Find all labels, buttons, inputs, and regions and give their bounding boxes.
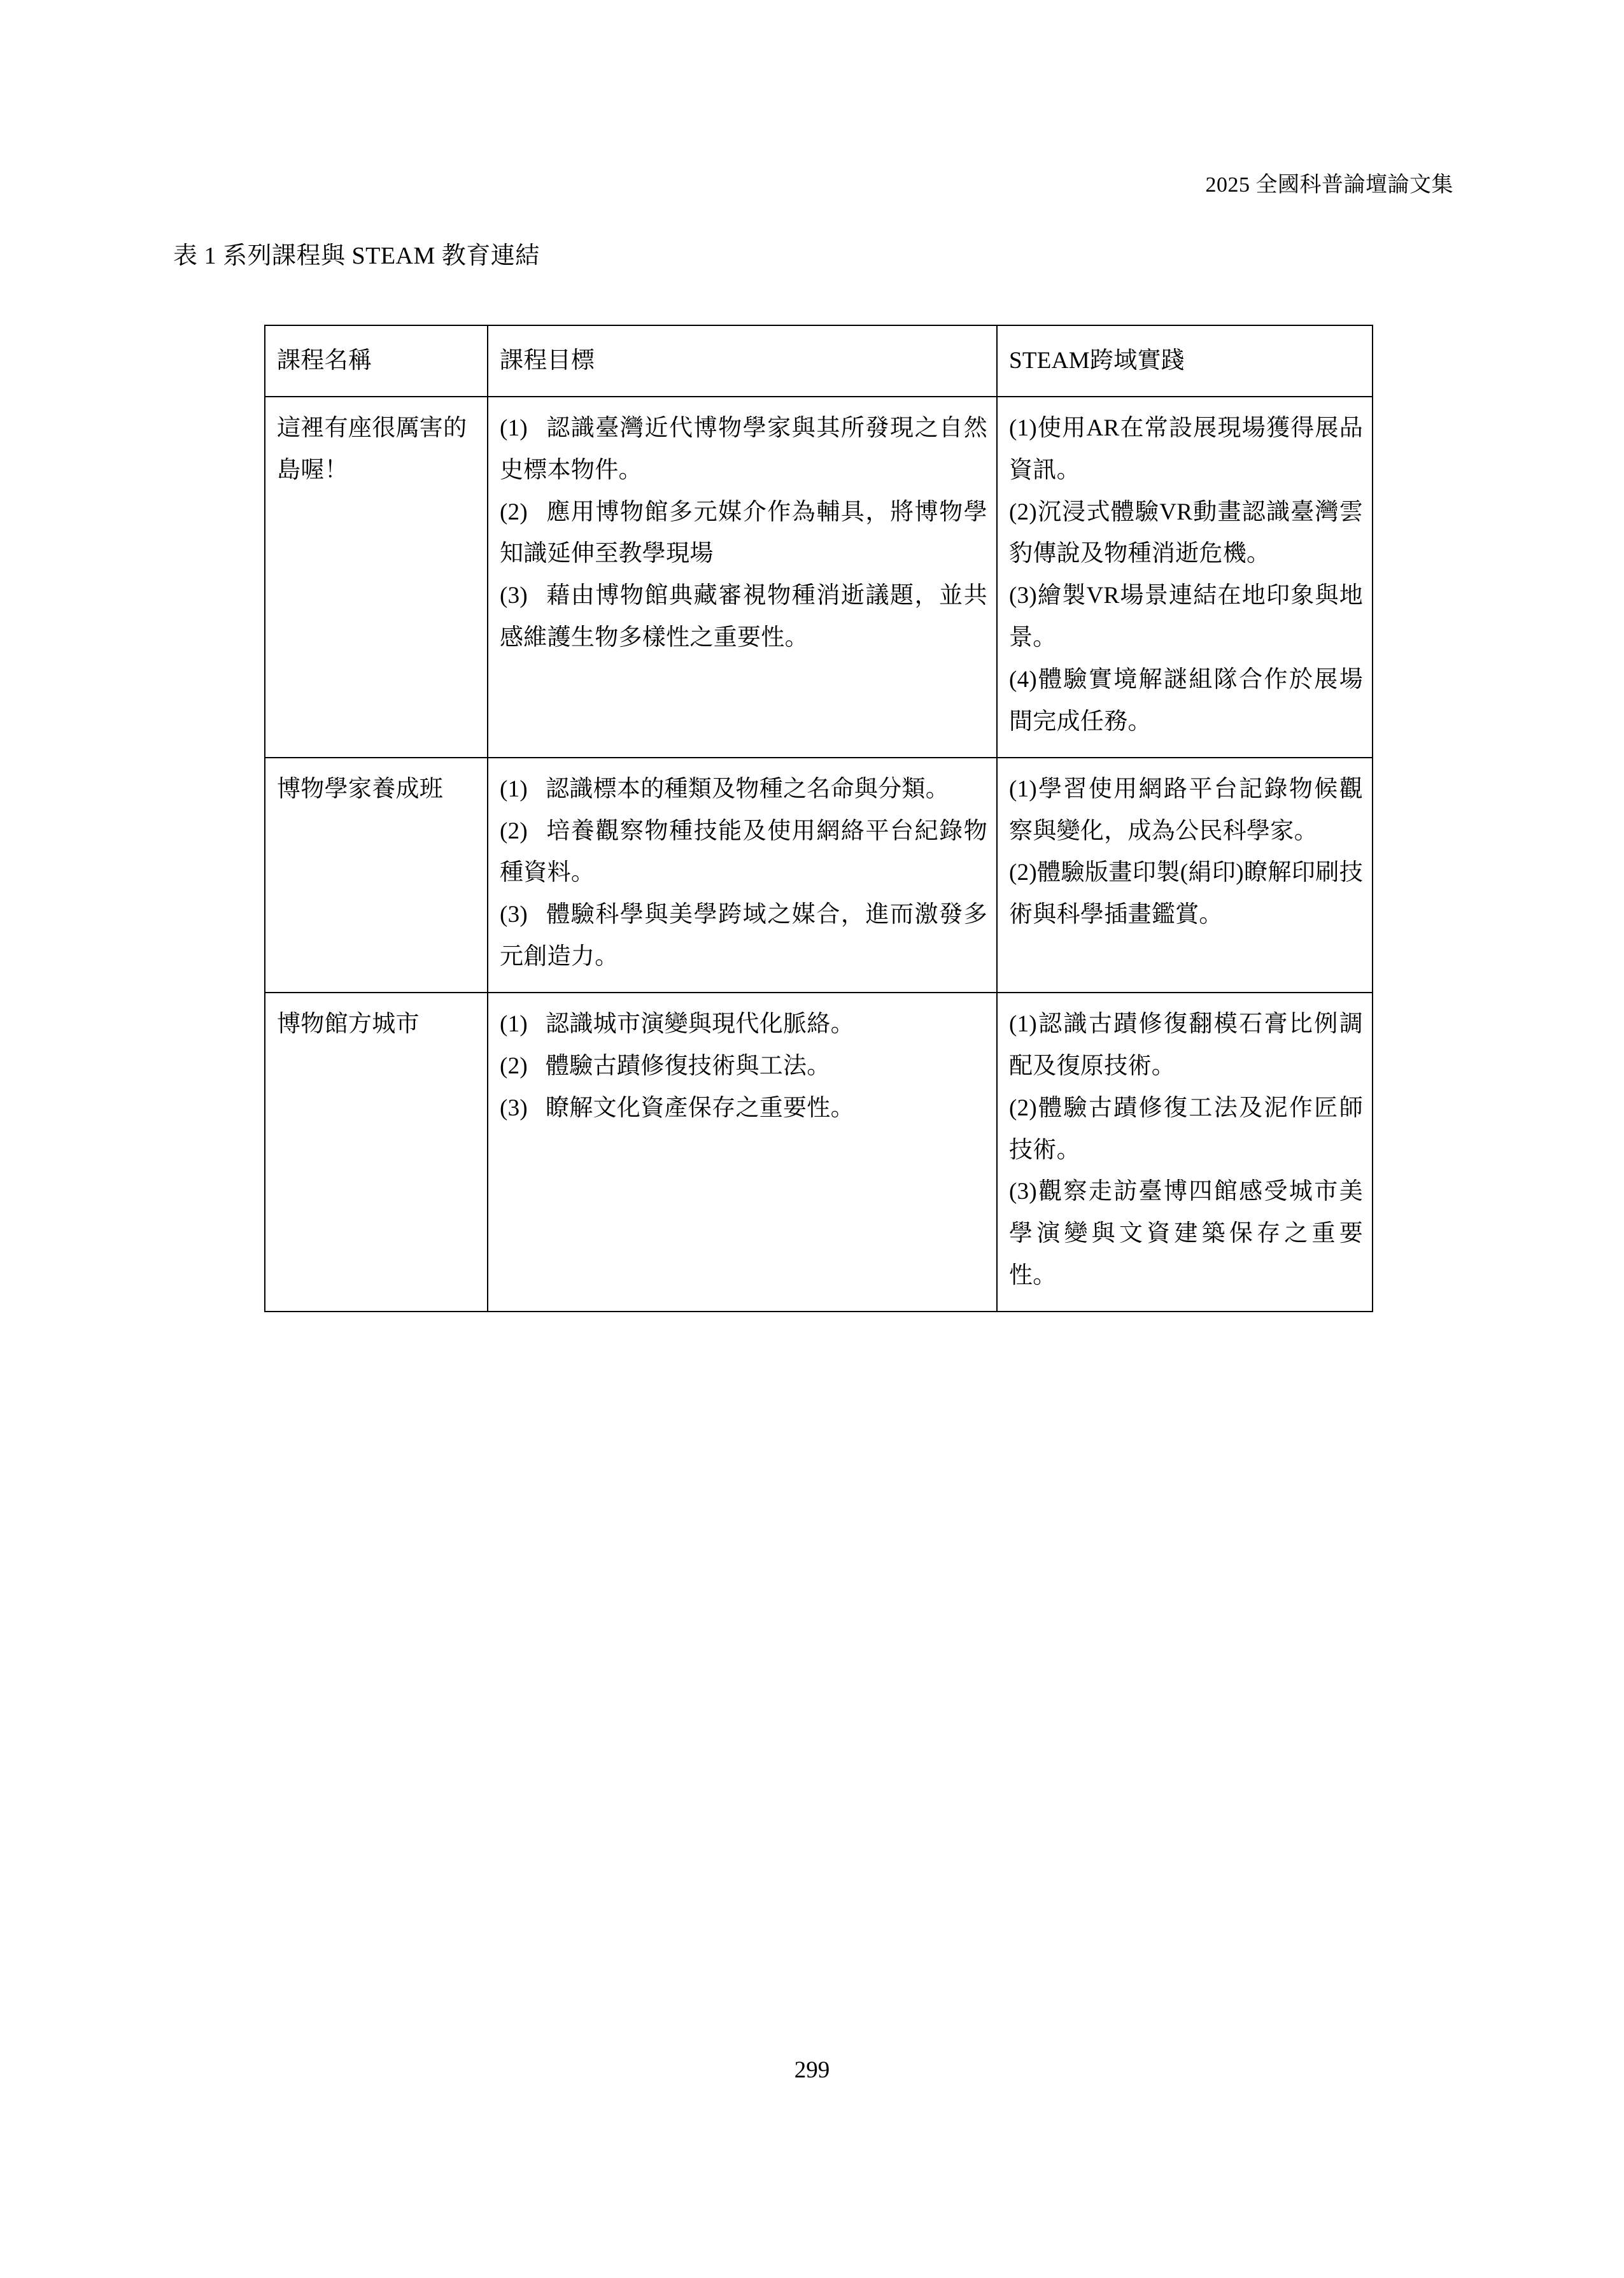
objective-text: 瞭解文化資產保存之重要性。 <box>546 1094 854 1121</box>
table-row <box>265 758 1373 993</box>
objective-number: (3) <box>500 1094 528 1121</box>
steam-item: (1)學習使用網路平台記錄物候觀察與變化，成為公民科學家。 <box>1009 775 1363 844</box>
objective-item <box>500 768 987 810</box>
objective-text: 應用博物館多元媒介作為輔具，將博物學知識延伸至教學現場 <box>500 499 987 567</box>
steam-item: (3)觀察走訪臺博四館感受城市美學演變與文資建築保存之重要性。 <box>1009 1178 1363 1289</box>
course-name-text: 這裡有座很厲害的島喔！ <box>277 414 467 483</box>
course-objectives-cell <box>488 993 997 1312</box>
table-header-cell-objectives: 課程目標 <box>488 325 997 397</box>
objective-number: (3) <box>500 902 528 928</box>
objective-number: (2) <box>500 499 528 525</box>
steam-item: (1)使用AR在常設展現場獲得展品資訊。 <box>1009 414 1363 483</box>
course-name-cell <box>265 993 488 1312</box>
table-row <box>265 397 1373 758</box>
objective-text: 體驗古蹟修復技術與工法。 <box>546 1052 831 1079</box>
table-caption: 表 1 系列課程與 STEAM 教育連結 <box>173 243 540 269</box>
course-name-cell <box>265 397 488 758</box>
course-name-text: 博物學家養成班 <box>277 775 444 802</box>
objective-item <box>500 1045 987 1087</box>
table-row <box>265 993 1373 1312</box>
objective-number: (2) <box>500 1052 528 1079</box>
objective-number: (1) <box>500 775 528 802</box>
steam-item: (2)體驗古蹟修復工法及泥作匠師技術。 <box>1009 1094 1363 1163</box>
steam-item: (4)體驗實境解謎組隊合作於展場間完成任務。 <box>1009 667 1363 735</box>
steam-item: (3)繪製VR場景連結在地印象與地景。 <box>1009 583 1363 651</box>
table-header-cell-steam: STEAM跨域實踐 <box>997 325 1373 397</box>
course-steam-cell <box>997 758 1373 993</box>
steam-item: (1)認識古蹟修復翻模石膏比例調配及復原技術。 <box>1009 1011 1363 1079</box>
objective-item <box>500 1087 987 1129</box>
objective-number: (1) <box>500 414 528 441</box>
objective-item <box>500 810 987 895</box>
course-objectives-cell <box>488 758 997 993</box>
objective-item <box>500 894 987 978</box>
objective-text: 認識城市演變與現代化脈絡。 <box>546 1011 854 1038</box>
course-steam-cell <box>997 993 1373 1312</box>
objective-text: 認識標本的種類及物種之名命與分類。 <box>546 775 950 802</box>
course-name-text: 博物館方城市 <box>277 1011 420 1038</box>
objective-item <box>500 1003 987 1045</box>
table-header-row <box>265 325 1373 397</box>
objective-text: 認識臺灣近代博物學家與其所發現之自然史標本物件。 <box>500 414 987 483</box>
objective-number: (1) <box>500 1011 528 1038</box>
running-head: 2025 全國科普論壇論文集 <box>1205 173 1453 197</box>
objective-text: 體驗科學與美學跨域之媒合，進而激發多元創造力。 <box>500 902 987 970</box>
course-objectives-cell <box>488 397 997 758</box>
objective-number: (2) <box>500 817 528 844</box>
course-name-cell <box>265 758 488 993</box>
objective-item <box>500 407 987 492</box>
objective-item <box>500 575 987 659</box>
steam-item: (2)體驗版畫印製(絹印)瞭解印刷技術與科學插畫鑑賞。 <box>1009 860 1363 928</box>
table-header-cell-course-name: 課程名稱 <box>265 325 488 397</box>
page-number: 299 <box>794 2057 830 2083</box>
objective-number: (3) <box>500 583 528 609</box>
steam-item: (2)沉浸式體驗VR動畫認識臺灣雲豹傳說及物種消逝危機。 <box>1009 499 1363 567</box>
objective-text: 藉由博物館典藏審視物種消逝議題，並共感維護生物多樣性之重要性。 <box>500 583 987 651</box>
objective-text: 培養觀察物種技能及使用網絡平台紀錄物種資料。 <box>500 817 987 886</box>
steam-course-table <box>264 325 1373 1312</box>
course-steam-cell <box>997 397 1373 758</box>
objective-item <box>500 492 987 576</box>
